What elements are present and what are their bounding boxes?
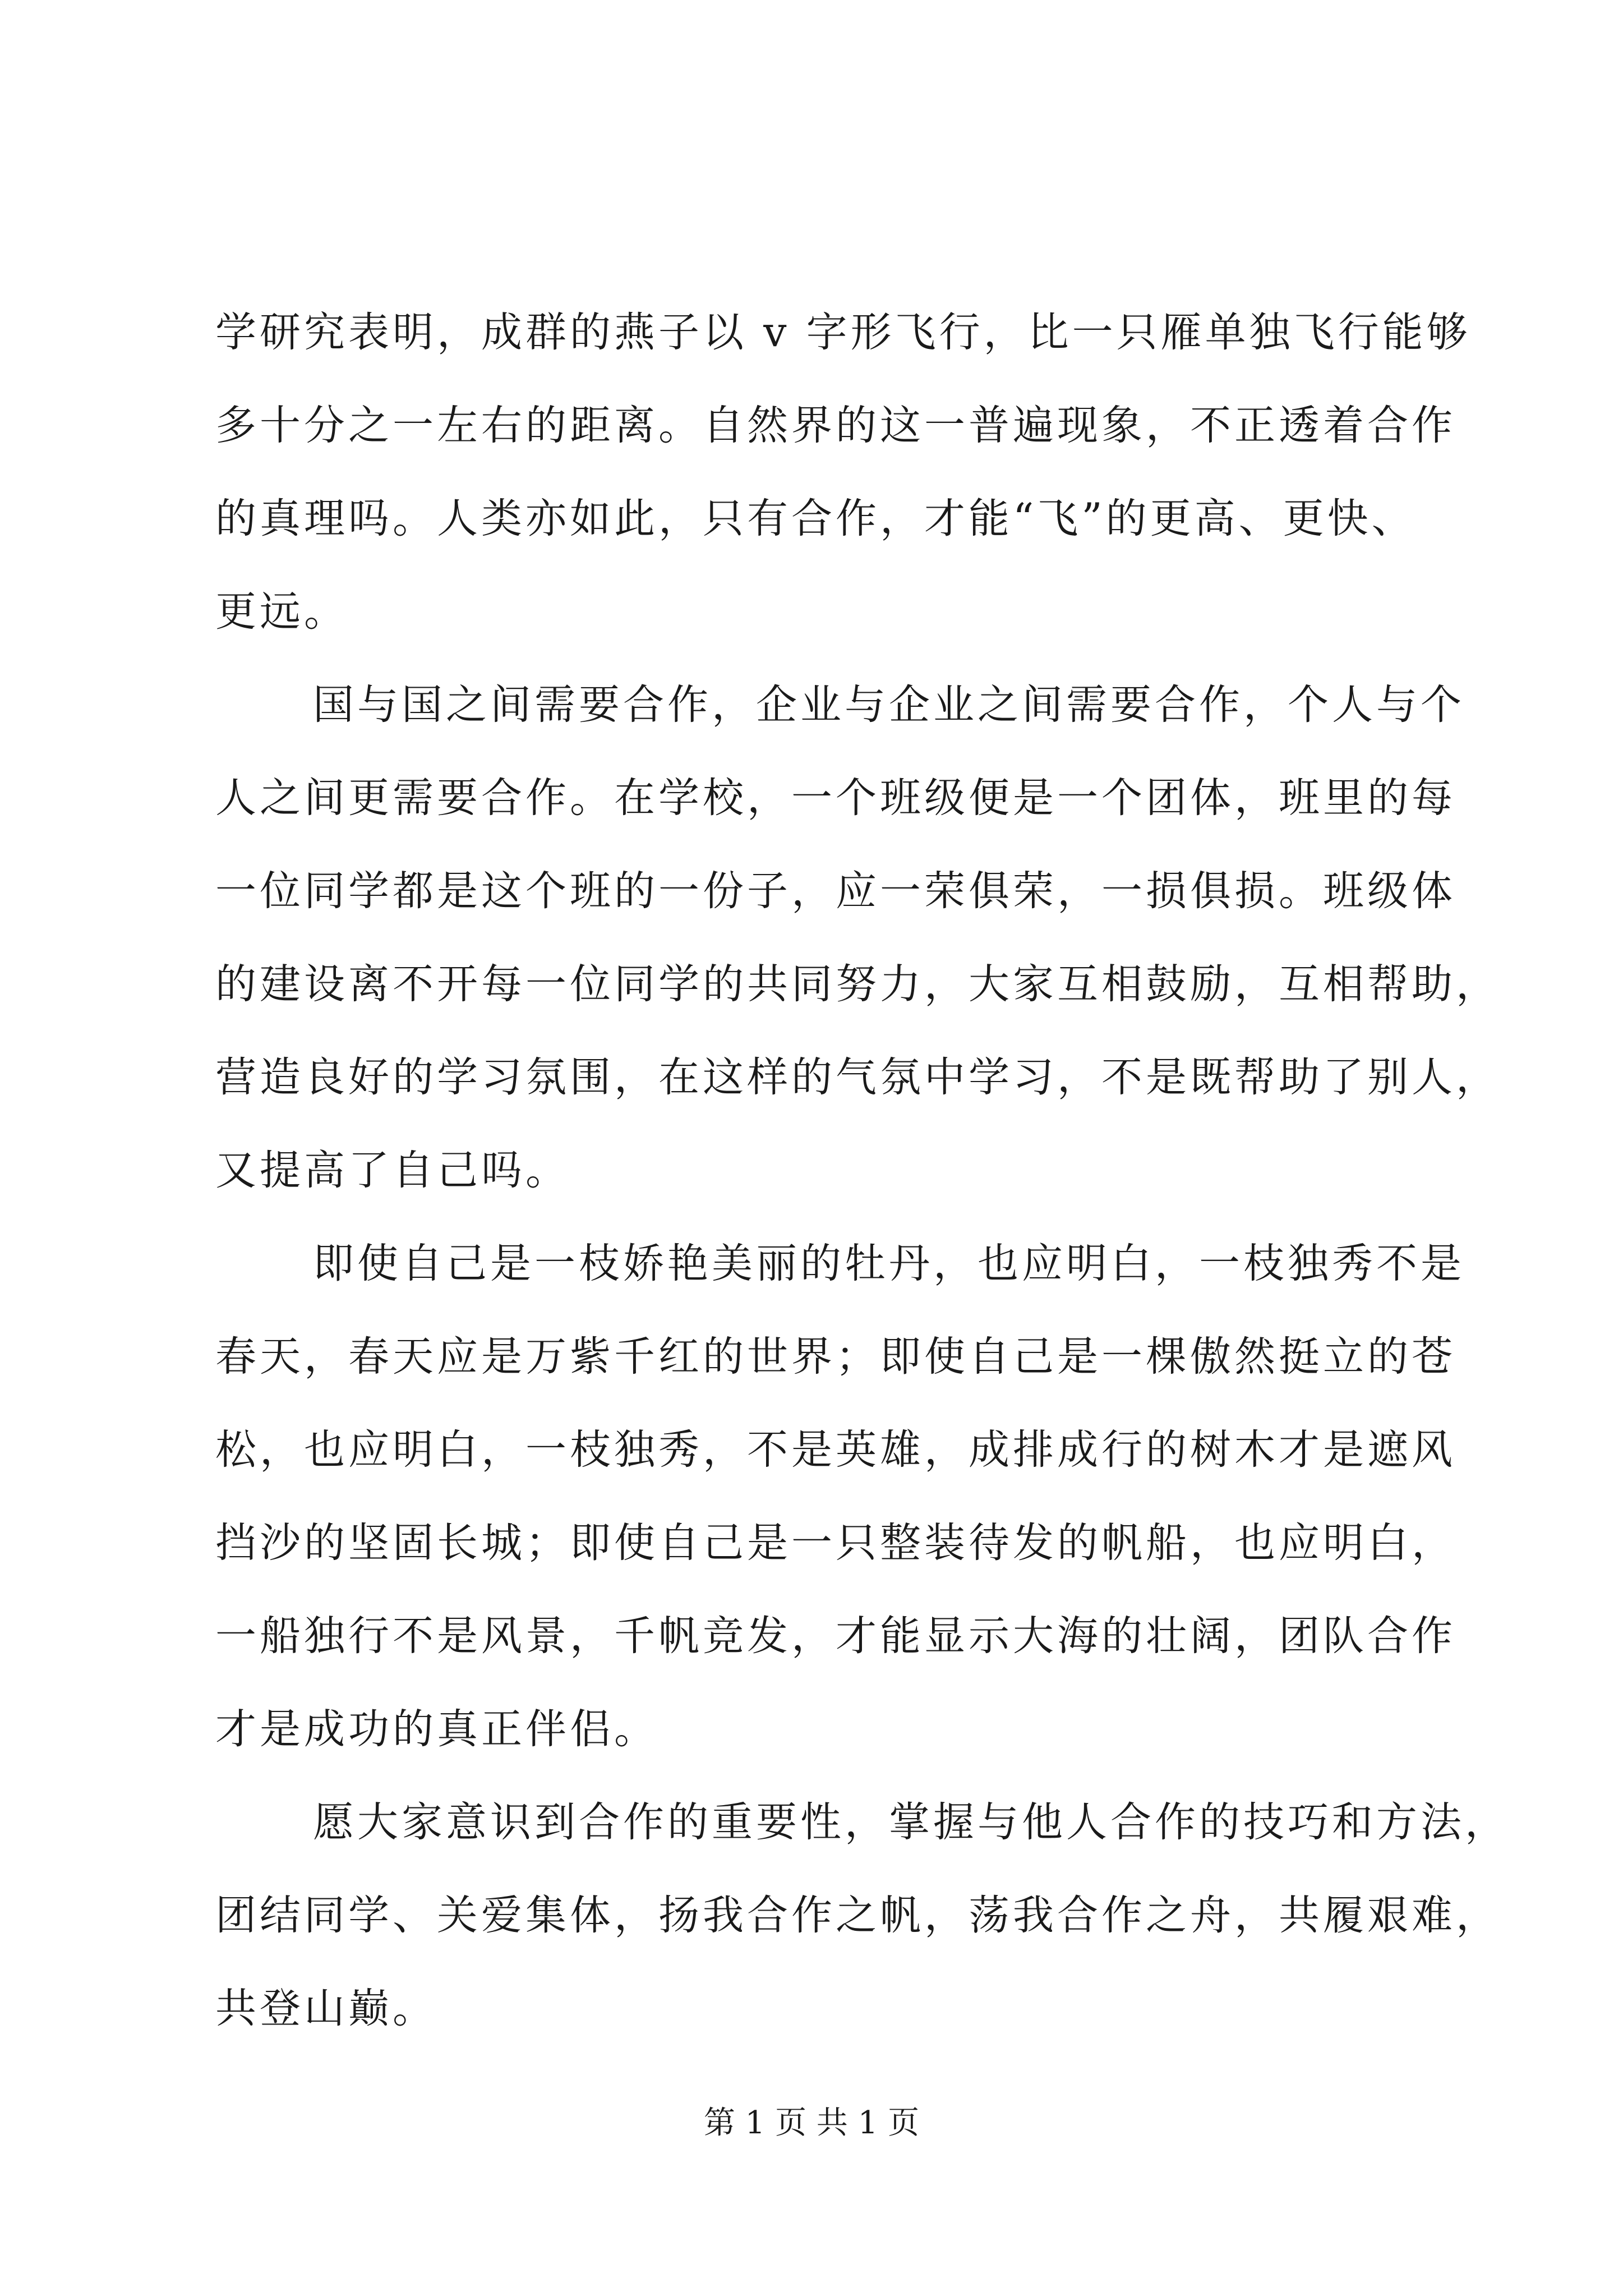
text-line: 国与国之间需要合作，企业与企业之间需要合作，个人与个 bbox=[313, 681, 1465, 729]
text-line: 即使自己是一枝娇艳美丽的牡丹，也应明白，一枝独秀不是 bbox=[313, 1240, 1465, 1287]
text-line: 的建设离不开每一位同学的共同努力，大家互相鼓励，互相帮助， bbox=[215, 960, 1500, 1008]
text-line: 共登山巅。 bbox=[215, 1985, 437, 2032]
document-body bbox=[215, 286, 1509, 2055]
paragraph bbox=[215, 286, 1471, 659]
paragraph bbox=[215, 659, 1500, 1217]
text-line: 春天，春天应是万紫千红的世界；即使自己是一棵傲然挺立的苍 bbox=[215, 1333, 1456, 1381]
text-line: 一位同学都是这个班的一份子，应一荣俱荣，一损俱损。班级体 bbox=[215, 867, 1456, 915]
paragraph bbox=[215, 1217, 1465, 1776]
page-number-footer: 第 1 页 共 1 页 bbox=[703, 2105, 920, 2141]
text-line: 松，也应明白，一枝独秀，不是英雄，成排成行的树木才是遮风 bbox=[215, 1426, 1456, 1474]
paragraph bbox=[215, 1776, 1509, 2055]
text-line: 营造良好的学习氛围，在这样的气氛中学习，不是既帮助了别人， bbox=[215, 1053, 1500, 1101]
text-line: 一船独行不是风景，千帆竞发，才能显示大海的壮阔，团队合作 bbox=[215, 1612, 1456, 1660]
text-line: 更远。 bbox=[215, 588, 348, 636]
text-line: 人之间更需要合作。在学校，一个班级便是一个团体，班里的每 bbox=[215, 774, 1456, 822]
text-line: 愿大家意识到合作的重要性，掌握与他人合作的技巧和方法， bbox=[313, 1798, 1509, 1846]
text-line: 又提高了自己吗。 bbox=[215, 1147, 570, 1194]
text-line: 学研究表明，成群的燕子以 v 字形飞行，比一只雁单独飞行能够 bbox=[215, 309, 1471, 356]
text-line: 的真理吗。人类亦如此，只有合作，才能“飞”的更高、更快、 bbox=[215, 495, 1416, 542]
text-line: 团结同学、关爱集体，扬我合作之帆，荡我合作之舟，共履艰难， bbox=[215, 1892, 1500, 1939]
text-line: 才是成功的真正伴侣。 bbox=[215, 1705, 658, 1753]
text-line: 多十分之一左右的距离。自然界的这一普遍现象，不正透着合作 bbox=[215, 402, 1456, 449]
text-line: 挡沙的坚固长城；即使自己是一只整装待发的帆船，也应明白， bbox=[215, 1519, 1456, 1567]
